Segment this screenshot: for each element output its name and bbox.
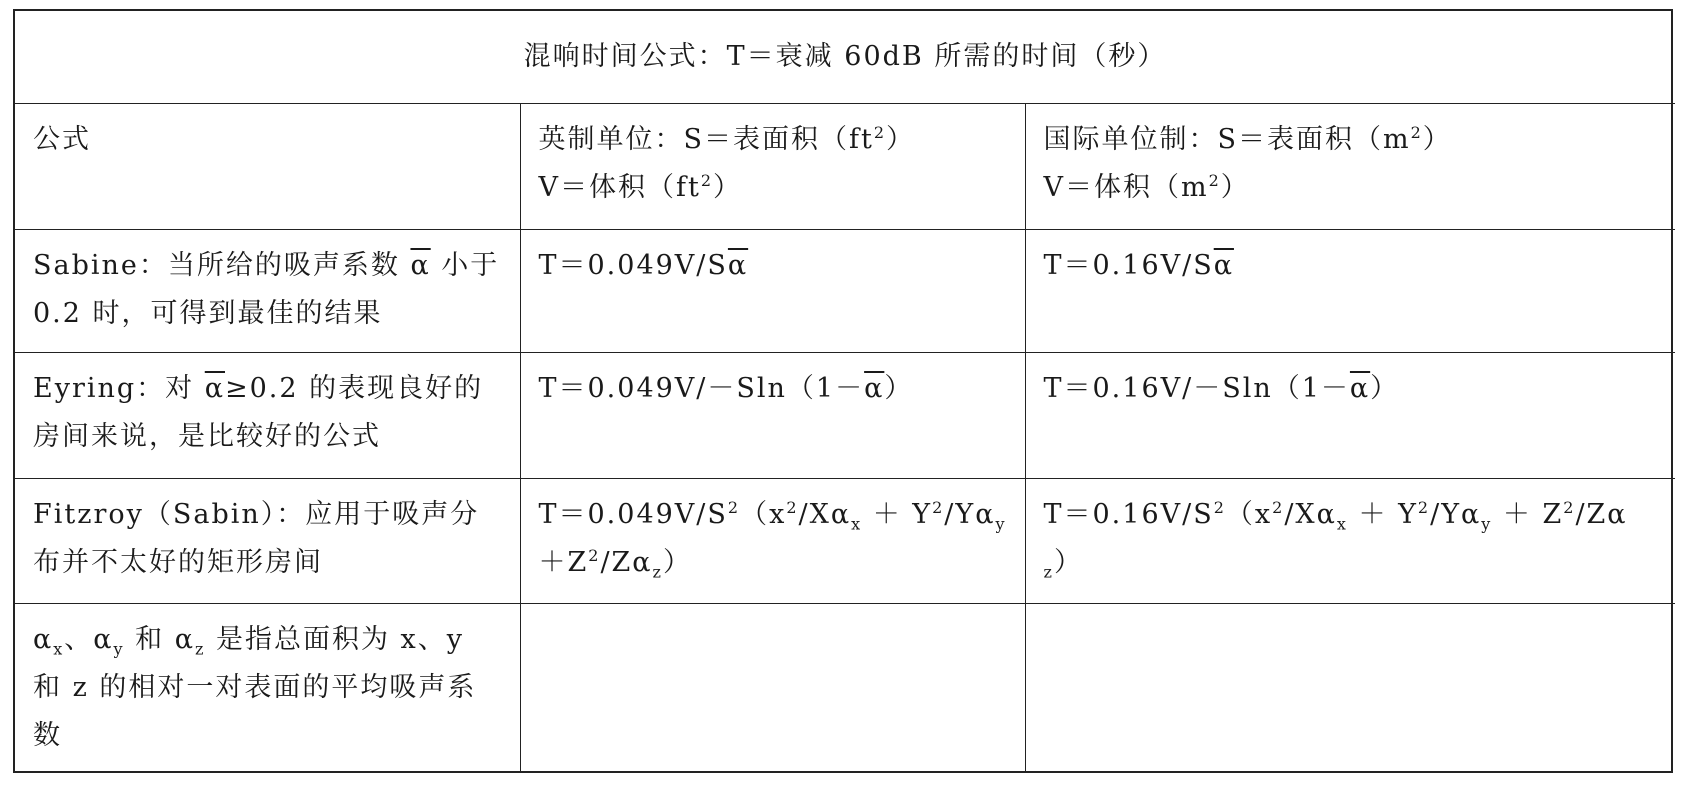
eyring-imperial-formula	[520, 352, 1025, 478]
subscript: z	[652, 561, 663, 581]
formula-table-frame	[13, 9, 1673, 773]
text: /Zα	[600, 546, 653, 578]
text: /Yα	[1430, 498, 1482, 530]
text: 是指总面积为 x、y 和 z 的相对一对表面的平均吸声系数	[33, 624, 477, 752]
fitzroy-imperial-formula	[520, 478, 1025, 604]
text: 和 α	[124, 624, 195, 656]
alpha-mean-symbol: $\overline{\alpha}$	[204, 372, 225, 404]
superscript: 2	[1417, 497, 1431, 517]
absorption-coefficient-note	[15, 604, 520, 771]
eyring-description	[15, 352, 520, 478]
header-si-volume-text: V＝体积（m	[1043, 171, 1209, 203]
superscript: 2	[873, 122, 887, 142]
superscript: 2	[1563, 497, 1576, 517]
text: T＝0.16V/S	[1043, 498, 1214, 530]
superscript: 2	[1208, 170, 1221, 190]
fitzroy-si-formula	[1025, 478, 1675, 604]
text: ）	[662, 546, 692, 578]
header-paren-close: ）	[886, 123, 916, 155]
header-si-units	[1025, 103, 1675, 229]
fitzroy-description: Fitzroy（Sabin）：应用于吸声分布并不太好的矩形房间	[15, 478, 520, 604]
sabine-imperial-formula	[520, 229, 1025, 352]
header-formula: 公式	[15, 103, 520, 229]
text: T＝0.16V/S	[1043, 249, 1214, 281]
header-imperial-volume-text: V＝体积（ft	[538, 171, 701, 203]
header-imperial-units	[520, 103, 1025, 229]
header-imperial-line2	[539, 164, 1007, 212]
header-paren-close: ）	[1422, 123, 1452, 155]
text: ＋ Y	[862, 498, 933, 530]
table-row-fitzroy	[15, 478, 1675, 604]
header-si-line2	[1044, 164, 1658, 212]
superscript: 2	[1213, 497, 1226, 517]
header-imperial-line1	[539, 116, 1007, 164]
text: T＝0.16V/－Sln（1－	[1043, 372, 1350, 404]
alpha-symbol: α	[33, 624, 54, 656]
text: /Yα	[944, 498, 996, 530]
alpha-mean-symbol: $\overline{\alpha}$	[1349, 372, 1371, 404]
superscript: 2	[588, 545, 601, 565]
table-title: 混响时间公式：T＝衰减 60dB 所需的时间（秒）	[15, 11, 1675, 103]
subscript: y	[995, 513, 1007, 533]
header-imperial-surface-text: 英制单位：S＝表面积（ft	[538, 123, 874, 155]
text: /Xα	[798, 498, 852, 530]
text: /Xα	[1284, 498, 1337, 530]
header-paren-close: ）	[1220, 171, 1250, 203]
table-title-row	[15, 11, 1675, 103]
text: ＋ Z	[1492, 498, 1564, 530]
text: ）	[1370, 372, 1400, 404]
text: （x	[740, 498, 787, 530]
text: 、α	[64, 624, 114, 656]
table-header-row	[15, 103, 1675, 229]
superscript: 2	[1272, 497, 1285, 517]
superscript: 2	[1410, 122, 1423, 142]
text: T＝0.049V/－Sln（1－	[538, 372, 865, 404]
text: ＋Z	[538, 546, 589, 578]
subscript: z	[1043, 561, 1054, 581]
header-paren-close: ）	[713, 171, 743, 203]
table-row-note	[15, 604, 1675, 771]
superscript: 2	[786, 497, 799, 517]
superscript: 2	[932, 497, 945, 517]
superscript: 2	[727, 497, 741, 517]
note-empty-si	[1025, 604, 1675, 771]
alpha-mean-symbol: $\overline{\alpha}$	[727, 249, 749, 281]
text: ）	[1053, 546, 1083, 578]
text: 小于 0.2 时，可得到最佳的结果	[33, 249, 500, 329]
alpha-mean-symbol: $\overline{\alpha}$	[864, 372, 885, 404]
text: ）	[884, 372, 914, 404]
eyring-si-formula	[1025, 352, 1675, 478]
text: （x	[1225, 498, 1273, 530]
subscript: z	[194, 639, 206, 659]
text: Sabine：当所给的吸声系数	[33, 249, 411, 281]
subscript: y	[1481, 513, 1493, 533]
text: ≥0.2 的表现良好的房间来说，是比较好的公式	[33, 372, 484, 452]
sabine-si-formula	[1025, 229, 1675, 352]
alpha-mean-symbol: $\overline{\alpha}$	[410, 249, 431, 281]
text: T＝0.049V/S	[538, 249, 728, 281]
note-empty-imperial	[520, 604, 1025, 771]
subscript: x	[1336, 513, 1348, 533]
sabine-description	[15, 229, 520, 352]
text: T＝0.049V/S	[538, 498, 728, 530]
subscript: y	[113, 639, 125, 659]
text: ＋ Y	[1347, 498, 1418, 530]
text: /Zα	[1575, 498, 1628, 530]
superscript: 2	[700, 170, 714, 190]
subscript: x	[53, 639, 65, 659]
header-si-line1	[1044, 116, 1658, 164]
reverberation-formula-table	[15, 11, 1675, 771]
table-row-eyring	[15, 352, 1675, 478]
header-si-surface-text: 国际单位制：S＝表面积（m	[1043, 123, 1411, 155]
subscript: x	[851, 513, 863, 533]
text: Eyring：对	[33, 372, 205, 404]
table-row-sabine	[15, 229, 1675, 352]
alpha-mean-symbol: $\overline{\alpha}$	[1213, 249, 1234, 281]
